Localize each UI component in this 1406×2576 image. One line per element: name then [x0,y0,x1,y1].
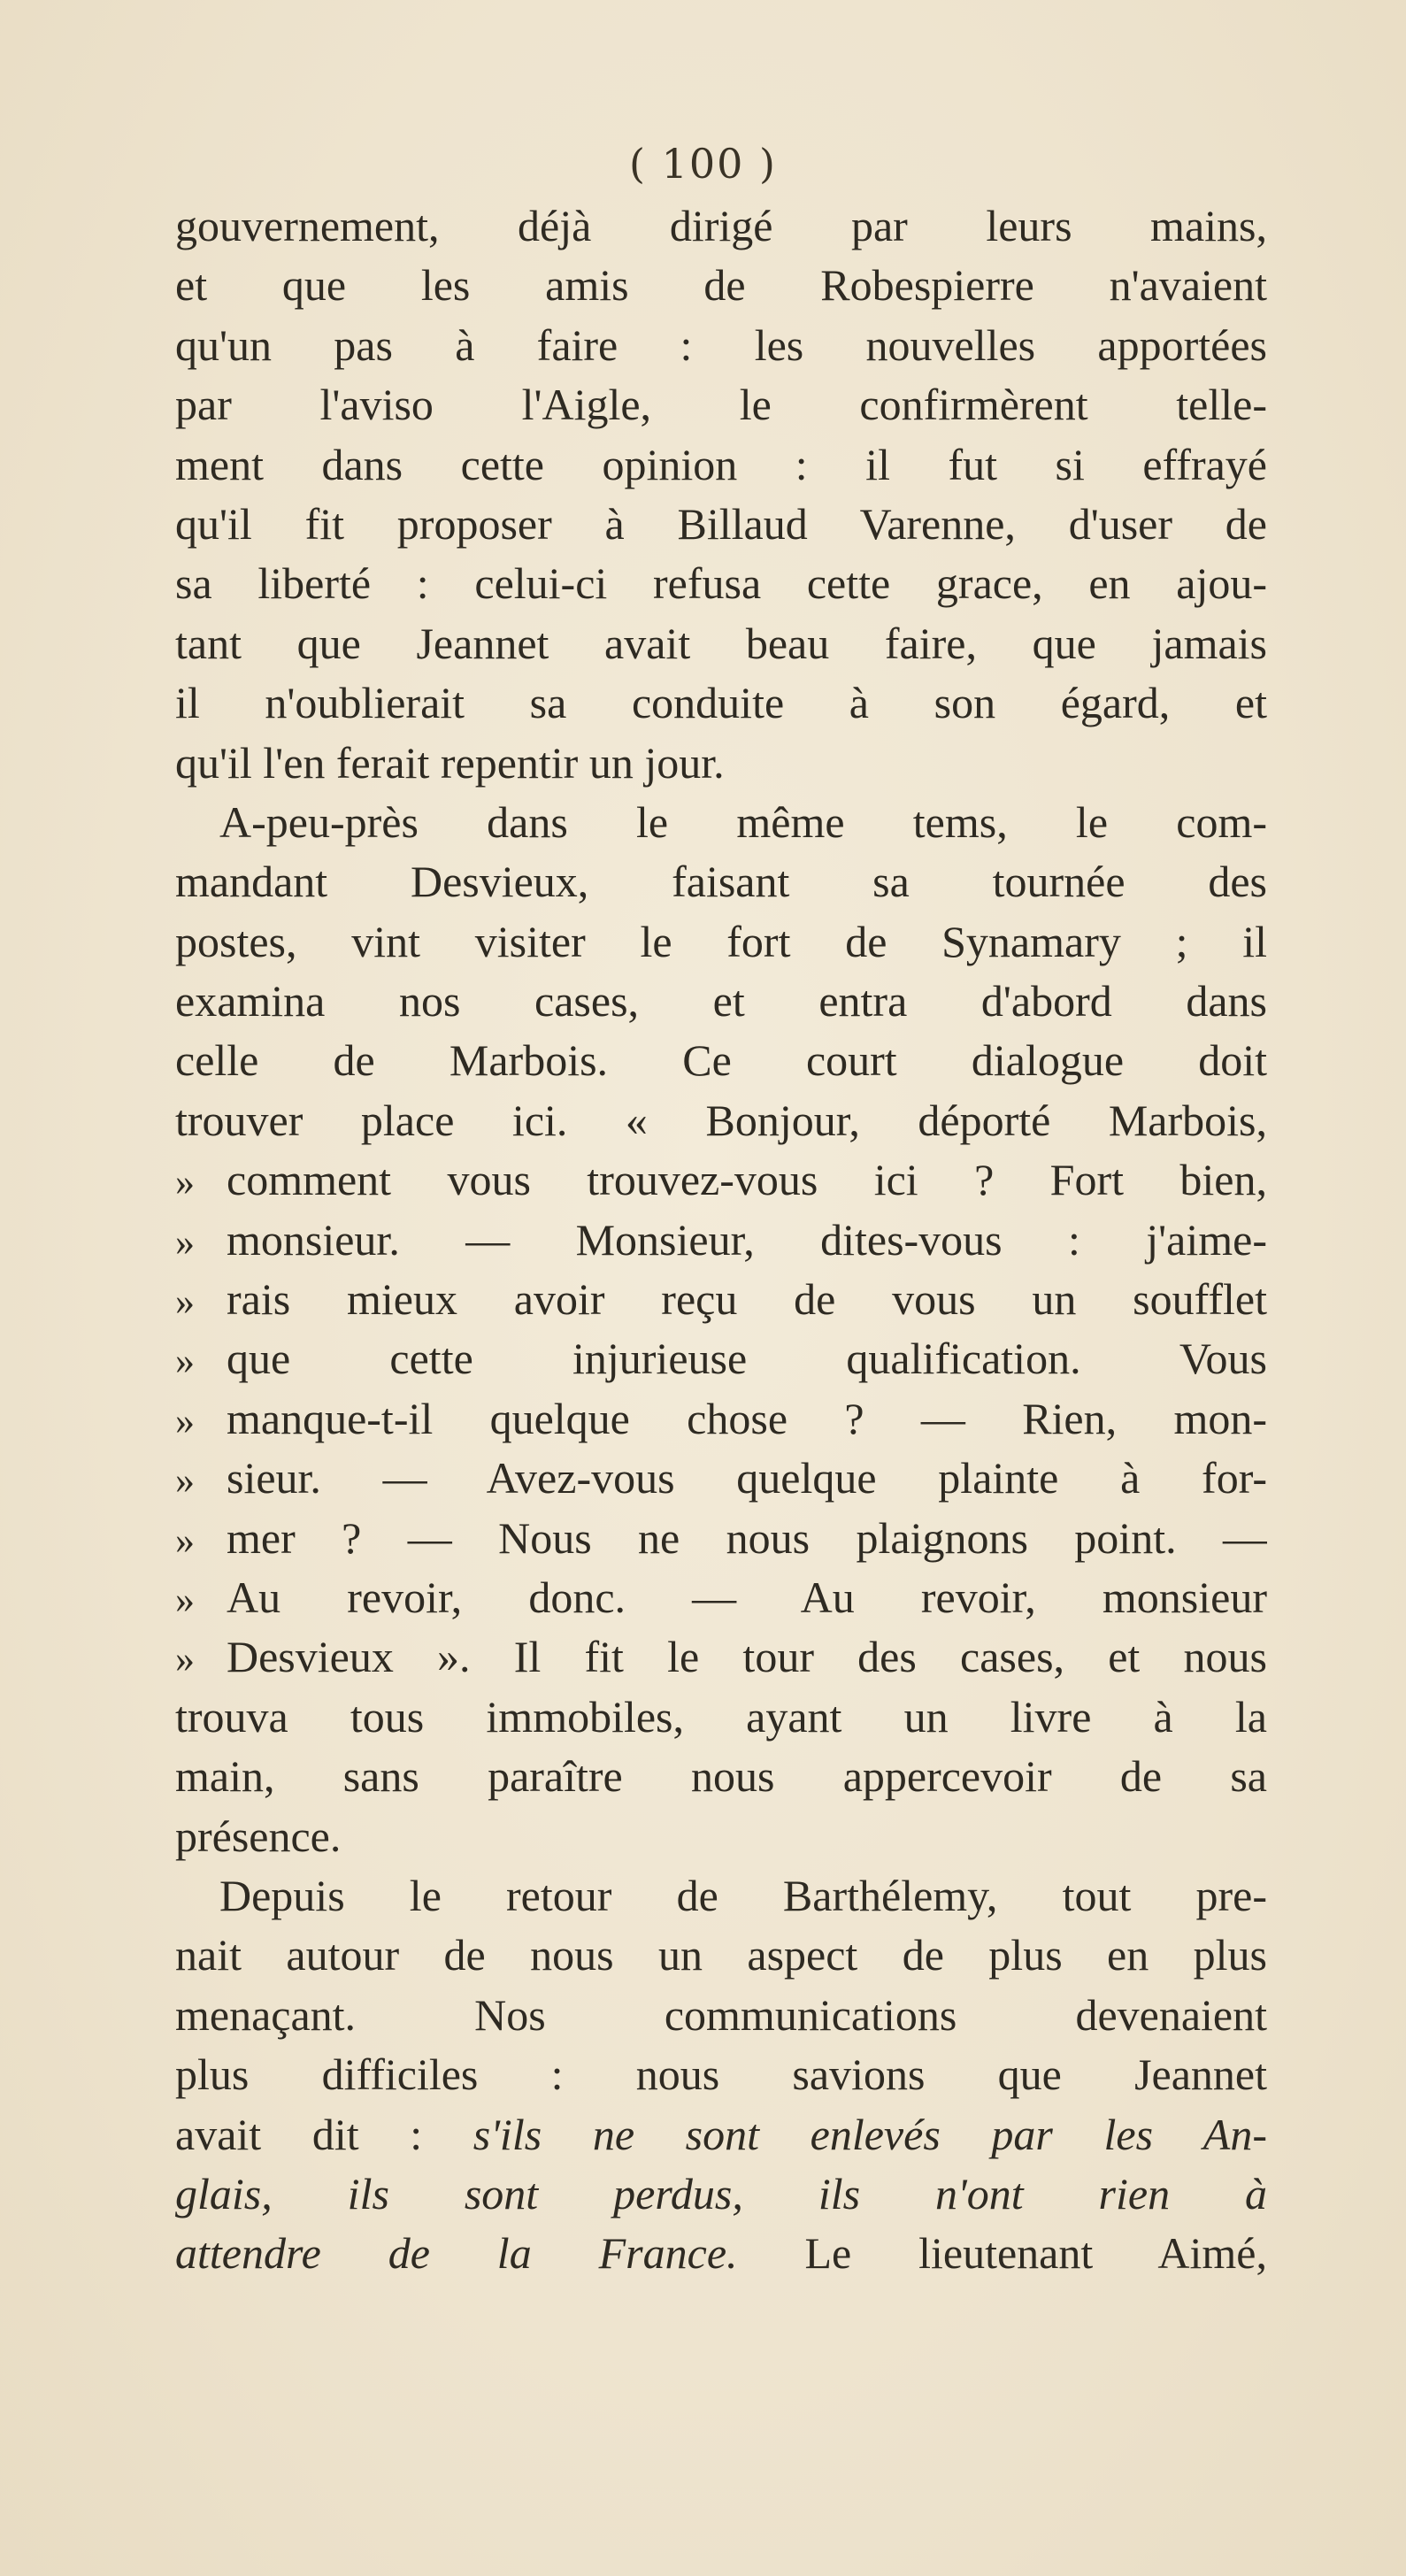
line-text: et que les amis de Robespierre n'avaient [175,260,1267,311]
line-italic-text: glais, ils sont perdus, ils n'ont rien à [175,2168,1267,2218]
line-text: comment vous trouvez-vous ici ? Fort bien, [227,1155,1267,1205]
text-line [175,1329,1267,1388]
text-line [175,1031,1267,1090]
page-number: ( 100 ) [629,140,777,188]
text-line [175,912,1267,972]
line-text: main, sans paraître nous appercevoir de sa [175,1751,1267,1802]
line-text: sa liberté : celui-ci refusa cette grace, en ajou- [175,558,1267,609]
text-line [175,196,1267,256]
line-text: A-peu-près dans le même tems, le com- [219,796,1267,847]
text-line [175,1926,1267,1985]
quote-mark: » [175,1160,195,1204]
text-line [175,614,1267,673]
line-text: nait autour de nous un aspect de plus en plus [175,1930,1267,1980]
quote-mark: » [175,1518,195,1562]
text-line [175,972,1267,1031]
text-line [175,2045,1267,2104]
text-line [175,435,1267,495]
line-text: avait dit : [175,2109,473,2159]
line-text: monsieur. — Monsieur, dites-vous : j'aime- [227,1214,1267,1265]
text-line [175,2224,1267,2283]
text-line [175,1150,1267,1210]
line-text: qu'un pas à faire : les nouvelles apportées [175,319,1267,370]
text-line [175,1509,1267,1568]
text-line [175,1389,1267,1449]
line-text: trouver place ici. « Bonjour, déporté Marbois, [175,1095,1267,1145]
text-line [175,1627,1267,1687]
line-text: il n'oublierait sa conduite à son égard, et [175,678,1267,728]
text-line [175,1688,1267,1747]
line-text: Desvieux ». Il fit le tour des cases, et nous [227,1632,1267,1682]
line-text: examina nos cases, et entra d'abord dans [175,976,1267,1027]
text-line [175,375,1267,434]
line-text: trouva tous immobiles, ayant un livre à la [175,1691,1267,1742]
text-line [175,1986,1267,2045]
line-text: qu'il fit proposer à Billaud Varenne, d'user de [175,498,1267,549]
line-text: gouvernement, déjà dirigé par leurs mains, [175,201,1267,250]
text-line [175,1807,1267,1866]
line-text: Depuis le retour de Barthélemy, tout pre- [219,1870,1267,1920]
quote-mark: » [175,1219,195,1264]
text-line [175,1866,1267,1926]
text-line [175,1091,1267,1150]
line-text: rais mieux avoir reçu de vous un soufflet [227,1274,1267,1325]
text-line [175,2105,1267,2165]
text-line [175,734,1267,793]
text-line [175,673,1267,733]
text-line [175,1568,1267,1627]
quote-mark: » [175,1577,195,1621]
text-line [175,554,1267,613]
line-text: par l'aviso l'Aigle, le confirmèrent telle- [175,380,1267,430]
text-line [175,1211,1267,1270]
text-line [175,256,1267,315]
line-text: menaçant. Nos communications devenaient [175,1989,1267,2040]
line-text: plus difficiles : nous savions que Jeannet [175,2049,1267,2100]
line-text: que cette injurieuse qualification. Vous [227,1334,1267,1384]
quote-mark: » [175,1398,195,1442]
line-text: mer ? — Nous ne nous plaignons point. — [227,1512,1267,1563]
line-text: tant que Jeannet avait beau faire, que jamais [175,618,1267,668]
quote-mark: » [175,1458,195,1503]
line-text: mandant Desvieux, faisant sa tournée des [175,857,1267,907]
quote-mark: » [175,1339,195,1383]
text-line [175,852,1267,911]
text-line [175,316,1267,375]
text-line [175,495,1267,554]
line-text: postes, vint visiter le fort de Synamary ; il [175,916,1267,966]
line-text: ment dans cette opinion : il fut si effrayé [175,439,1267,489]
line-text: celle de Marbois. Ce court dialogue doit [175,1035,1267,1086]
line-italic-text: attendre de la France. [175,2228,738,2279]
line-text: Au revoir, donc. — Au revoir, monsieur [227,1572,1267,1622]
line-text: qu'il l'en ferait repentir un jour. [175,737,725,788]
text-line [175,2165,1267,2224]
text-line [175,1449,1267,1508]
text-line [175,793,1267,852]
line-text: présence. [175,1811,342,1861]
body-text [175,196,1267,2284]
text-line [175,1270,1267,1329]
text-line [175,1747,1267,1806]
line-text: manque-t-il quelque chose ? — Rien, mon- [227,1393,1267,1443]
quote-mark: » [175,1280,195,1324]
line-text: sieur. — Avez-vous quelque plainte à for- [227,1453,1267,1503]
quote-mark: » [175,1637,195,1681]
line-text: Le lieutenant Aimé, [737,2228,1267,2279]
line-italic-text: s'ils ne sont enlevés par les An- [473,2109,1267,2159]
